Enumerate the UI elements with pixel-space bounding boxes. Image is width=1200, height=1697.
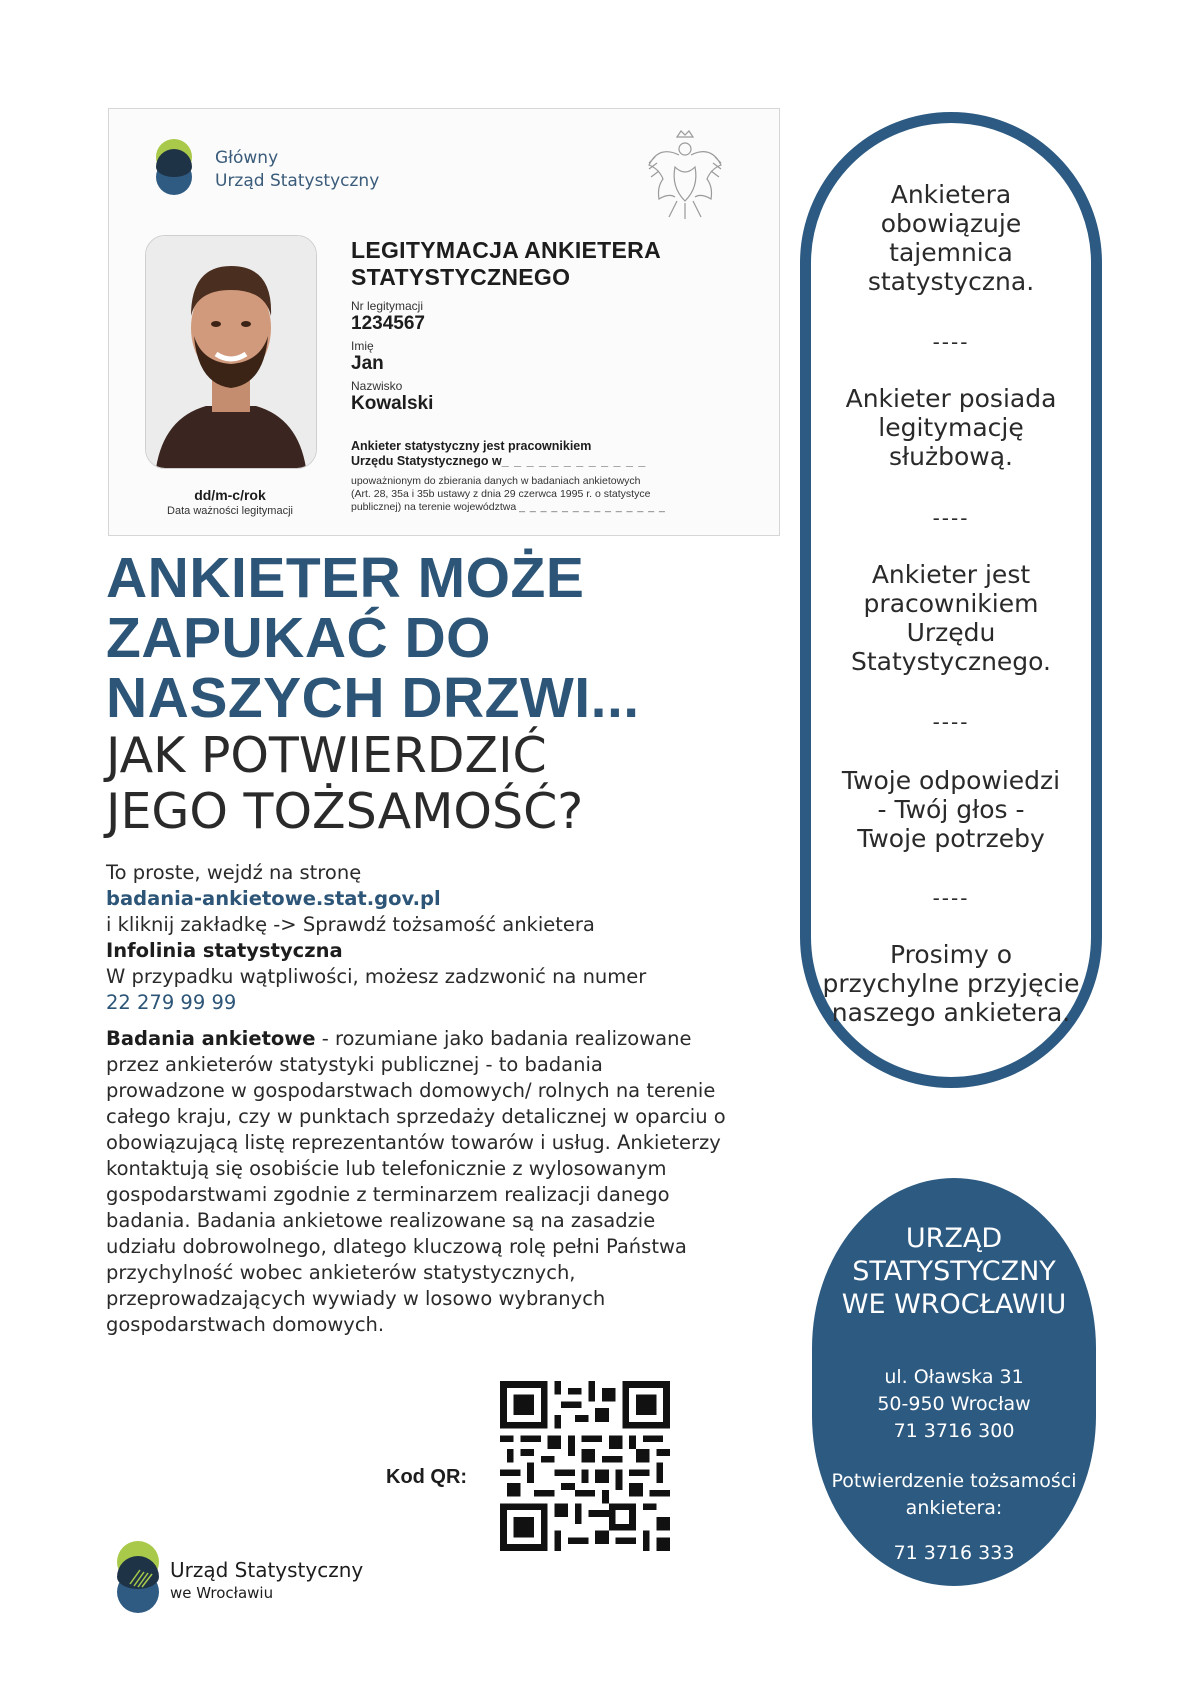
verify-instruction: i kliknij zakładkę -> Sprawdź tożsamość ankietera — [106, 913, 595, 936]
card-title: LEGITYMACJA ANKIETERA STATYSTYCZNEGO — [351, 237, 661, 290]
verify-intro: To proste, wejdź na stronę — [106, 861, 362, 884]
infolinia-title: Infolinia statystyczna — [106, 939, 343, 962]
pill-item-confidentiality: Ankietera obowiązuje tajemnica statystyczna. — [867, 180, 1035, 296]
nr-label: Nr legitymacji — [351, 299, 424, 313]
nazwisko-value: Kowalski — [351, 393, 434, 414]
pill-item-your-answers: Twoje odpowiedzi - Twój głos - Twoje potrzeby — [841, 766, 1061, 853]
footer-org-city: we Wrocławiu — [170, 1584, 274, 1602]
qr-code-icon[interactable] — [500, 1380, 670, 1552]
headline-question: JAK POTWIERDZIĆ JEGO TOŻSAMOŚĆ? — [106, 727, 584, 840]
pill-separator: ---- — [932, 710, 970, 734]
nr-value: 1234567 — [351, 313, 425, 334]
imie-label: Imię — [351, 339, 374, 353]
pill-item-welcome: Prosimy o przychylne przyjęcie naszego ankietera. — [822, 940, 1080, 1027]
card-authorization-note: upoważnionym do zbierania danych w badaniach ankietowych (Art. 28, 35a i 35b ustawy z dnia 29 czerwca 1995 r. o statystyce publicznej) na terenie województwa _ _ _ _ _ _ _ _ _ _ _ _ _ _ — [351, 475, 666, 513]
expiry-date-label: Data ważności legitymacji — [167, 505, 293, 517]
office-confirm-phone[interactable]: 71 3716 333 — [893, 1542, 1015, 1564]
headline-blue: ANKIETER MOŻE ZAPUKAĆ DO NASZYCH DRZWI... — [106, 546, 640, 730]
card-employee-note: Ankieter statystyczny jest pracownikiem Urzędu Statystycznego w_ _ _ _ _ _ _ _ _ _ _ _ — [351, 439, 647, 468]
pill-separator: ---- — [932, 886, 970, 910]
pill-item-id-card: Ankieter posiada legitymację służbową. — [845, 384, 1057, 471]
us-wroclaw-logo-icon — [112, 1540, 164, 1614]
eagle-emblem-icon — [645, 127, 725, 225]
imie-value: Jan — [351, 353, 384, 374]
infolinia-text: W przypadku wątpliwości, możesz zadzwonić na numer — [106, 965, 647, 988]
id-card-sample — [108, 108, 780, 536]
office-confirm-label: Potwierdzenie tożsamości ankietera: — [831, 1470, 1077, 1519]
verify-section — [106, 860, 786, 1016]
expiry-date-code: dd/m-c/rok — [194, 487, 266, 503]
gus-logo-icon — [145, 137, 203, 197]
blank-dashes: _ _ _ _ _ _ _ _ _ _ _ _ — [501, 454, 647, 468]
office-title: URZĄD STATYSTYCZNY WE WROCŁAWIU — [841, 1223, 1067, 1320]
nazwisko-label: Nazwisko — [351, 379, 403, 393]
infolinia-number[interactable]: 22 279 99 99 — [106, 991, 237, 1014]
pill-item-employee: Ankieter jest pracownikiem Urzędu Statystycznego. — [851, 560, 1051, 676]
description-paragraph: Badania ankietowe - rozumiane jako badania realizowane przez ankieterów statystyki publicznej - to badania prowadzone w gospodarstwach domowych/ rolnych na terenie całego kraju, czy w punktach sprzedaży detalicznej w oparciu o obowiązującą listę reprezentantów towarów i usług. Ankieterzy kontaktują się osobiście lub telefonicznie z wylosowanym gospodarstwami zgodnie z terminarzem realizacji danego badania. Badania ankietowe realizowane są na zasadzie udziału dobrowolnego, dlatego kluczową rolę pełni Państwa przychylność wobec ankieterów statystycznych, przeprowadzających wywiady w losowo wybranych gospodarstwach domowych. — [106, 1027, 726, 1336]
person-photo — [145, 235, 317, 469]
pill-separator: ---- — [932, 330, 970, 354]
footer-org-name: Urząd Statystyczny — [170, 1558, 364, 1582]
gus-name: Główny Urząd Statystyczny — [215, 148, 380, 191]
qr-label: Kod QR: — [386, 1466, 468, 1488]
office-address: ul. Oławska 31 50-950 Wrocław 71 3716 300 — [812, 1364, 1096, 1445]
office-phone[interactable]: 71 3716 300 — [893, 1420, 1015, 1442]
verify-url-link[interactable]: badania-ankietowe.stat.gov.pl — [106, 887, 441, 910]
pill-separator: ---- — [932, 506, 970, 530]
blank-dashes: _ _ _ _ _ _ _ _ _ _ _ _ _ _ — [519, 501, 666, 513]
